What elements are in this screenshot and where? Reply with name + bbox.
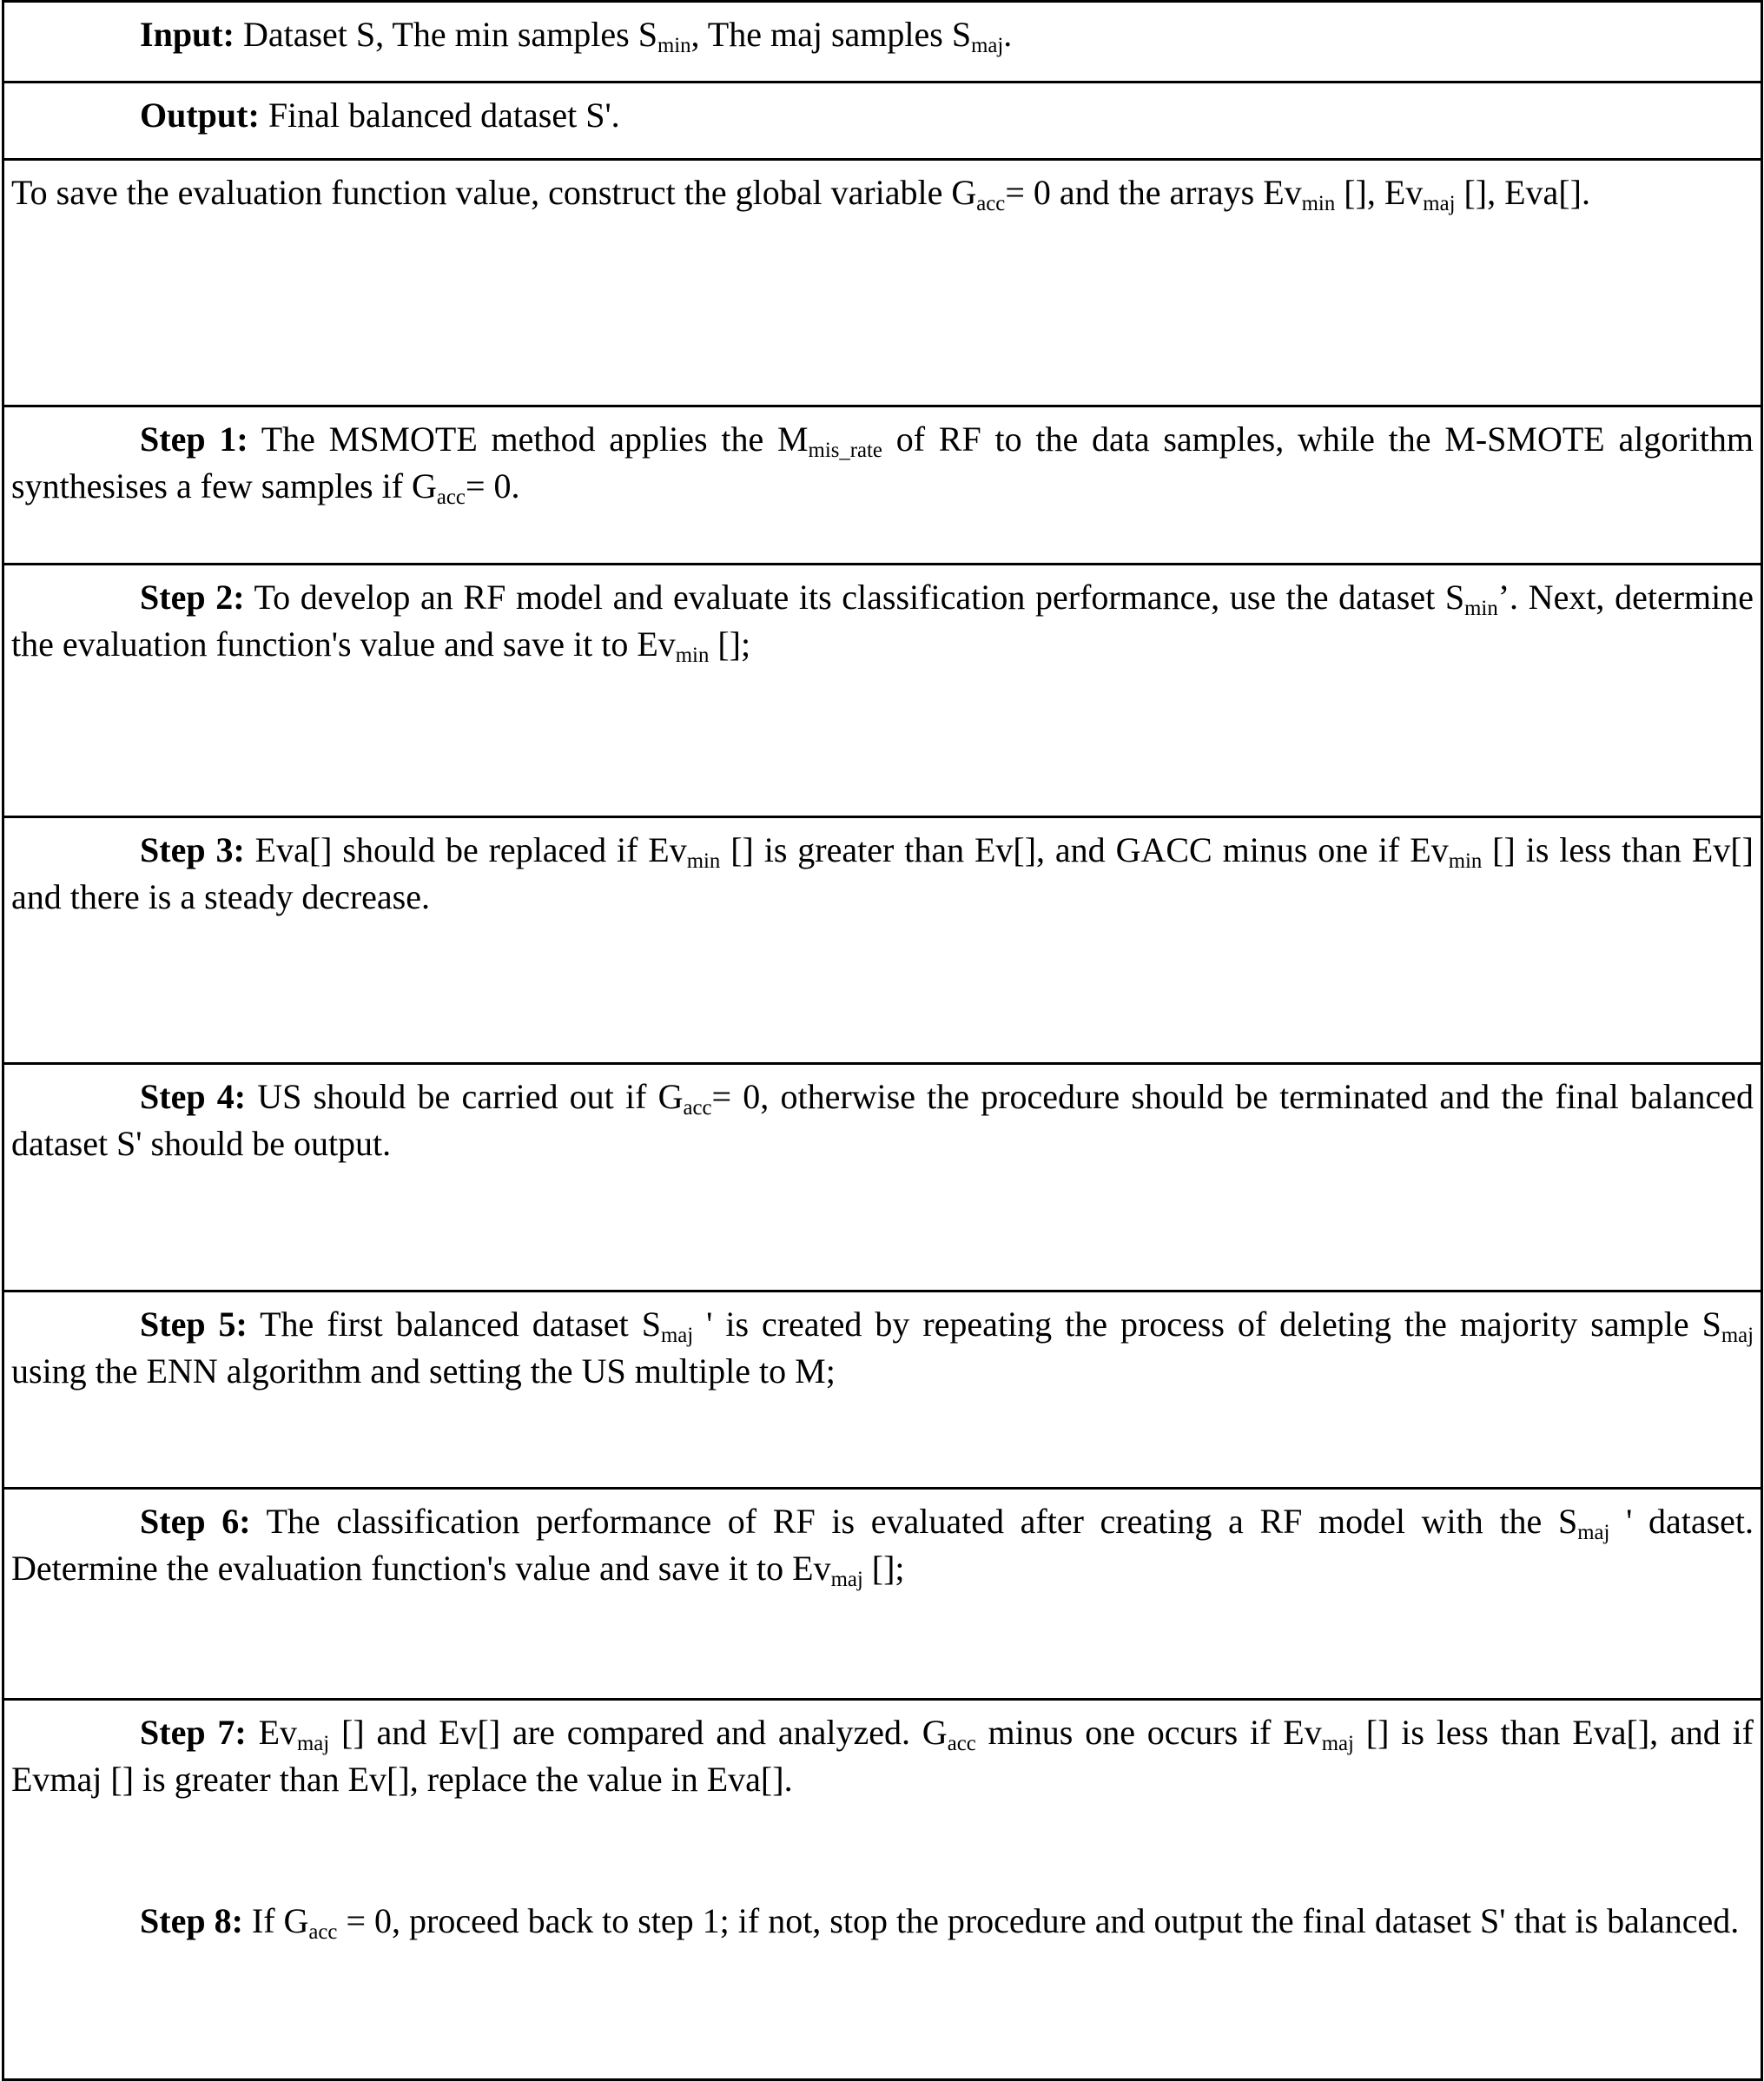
step2-paragraph bbox=[4, 565, 1761, 713]
step7-text-b: [] and Ev[] are compared and analyzed. G bbox=[329, 1713, 948, 1752]
step3-paragraph bbox=[4, 818, 1761, 1062]
algorithm-table bbox=[2, 0, 1763, 2081]
step8-label: Step 8: bbox=[140, 1900, 243, 1940]
table-row-output bbox=[3, 83, 1762, 160]
step7-paragraph bbox=[4, 1701, 1761, 1809]
step4-text-a: US should be carried out if G bbox=[246, 1077, 684, 1116]
setup-text-d: [], Eva[]. bbox=[1455, 173, 1590, 212]
step4-text-b: = 0, otherwise the procedure should be terminated and the final balanced dataset S' should be output. bbox=[11, 1077, 1754, 1164]
step2-text-a: To develop an RF model and evaluate its classification performance, use the dataset S bbox=[244, 578, 1465, 617]
step6-text-a: The classification performance of RF is evaluated after creating a RF model with the S bbox=[250, 1502, 1578, 1541]
setup-sub-min: min bbox=[1301, 191, 1336, 215]
step7-text-a: Ev bbox=[246, 1713, 298, 1752]
table-row-step4 bbox=[3, 1064, 1762, 1292]
input-text-c: . bbox=[1003, 15, 1013, 54]
setup-text-c: [], Ev bbox=[1335, 173, 1424, 212]
step1-sub-mis-rate: mis_rate bbox=[808, 438, 882, 462]
step6-paragraph bbox=[4, 1490, 1761, 1698]
step1-paragraph bbox=[4, 407, 1761, 563]
step5-text-a: The first balanced dataset S bbox=[247, 1305, 662, 1344]
step7-sub-acc: acc bbox=[947, 1731, 976, 1755]
step7-text-d: [] is less than Eva[], and if Evmaj [] is greater than Ev[], replace the value in Eva[]. bbox=[11, 1713, 1754, 1800]
input-sub-maj: maj bbox=[971, 33, 1004, 57]
step4-sub-acc: acc bbox=[683, 1095, 712, 1120]
table-row-step3 bbox=[3, 817, 1762, 1064]
cell-step3 bbox=[3, 817, 1762, 1064]
step5-text-b: ' is created by repeating the process of deleting the majority sample S bbox=[693, 1305, 1721, 1344]
output-line bbox=[4, 83, 1761, 158]
step4-label: Step 4: bbox=[140, 1077, 247, 1116]
input-sub-min: min bbox=[657, 33, 691, 57]
step2-label: Step 2: bbox=[140, 578, 245, 617]
step7-sub-maj-2: maj bbox=[1321, 1731, 1354, 1755]
step2-text-b: ’. Next, determine the evaluation function's value and save it to Ev bbox=[11, 578, 1754, 664]
cell-output bbox=[3, 83, 1762, 160]
setup-sub-acc: acc bbox=[976, 191, 1006, 215]
output-label: Output: bbox=[140, 96, 260, 135]
step2-trailing-space bbox=[4, 713, 1761, 816]
step2-text-c: []; bbox=[709, 624, 751, 664]
step2-sub-min: min bbox=[1464, 596, 1498, 620]
algorithm-table-body bbox=[3, 2, 1762, 2080]
cell-step7-step8 bbox=[3, 1700, 1762, 2080]
cell-step2 bbox=[3, 565, 1762, 817]
step3-sub-min-2: min bbox=[1448, 849, 1483, 873]
table-row-input bbox=[3, 2, 1762, 83]
step8-trailing-space bbox=[4, 1950, 1761, 2078]
step6-sub-maj-2: maj bbox=[830, 1568, 863, 1592]
step8-text-b: = 0, proceed back to step 1; if not, stop the procedure and output the final dataset S' that is balanced. bbox=[337, 1900, 1740, 1940]
step5-text-c: using the ENN algorithm and setting the US multiple to M; bbox=[11, 1351, 836, 1391]
step1-text-b: of RF to the data samples, while the M-SMOTE algorithm synthesises a few samples if G bbox=[11, 420, 1754, 506]
step1-text-c: = 0. bbox=[465, 466, 520, 506]
cell-step6 bbox=[3, 1489, 1762, 1700]
cell-input bbox=[3, 2, 1762, 83]
step3-text-c: [] is less than Ev[] and there is a steady decrease. bbox=[11, 830, 1754, 917]
input-label: Input: bbox=[140, 15, 235, 54]
step6-text-b: ' dataset. Determine the evaluation function's value and save it to Ev bbox=[11, 1502, 1754, 1589]
step8-sub-acc: acc bbox=[308, 1919, 338, 1944]
setup-text-b: = 0 and the arrays Ev bbox=[1005, 173, 1302, 212]
step5-sub-maj-2: maj bbox=[1721, 1323, 1754, 1347]
step7-sub-maj: maj bbox=[297, 1731, 330, 1755]
cell-step5 bbox=[3, 1292, 1762, 1489]
step3-text-b: [] is greater than Ev[], and GACC minus one if Ev bbox=[720, 830, 1449, 869]
step5-paragraph bbox=[4, 1292, 1761, 1487]
step1-text-a: The MSMOTE method applies the M bbox=[248, 420, 809, 459]
input-text-a: Dataset S, The min samples S bbox=[234, 15, 657, 54]
table-row-step5 bbox=[3, 1292, 1762, 1489]
table-row-step7-step8 bbox=[3, 1700, 1762, 2080]
step3-sub-min: min bbox=[686, 849, 721, 873]
step8-text-a: If G bbox=[242, 1900, 309, 1940]
table-row-step6 bbox=[3, 1489, 1762, 1700]
step2-sub-min-2: min bbox=[675, 644, 710, 668]
cell-step4 bbox=[3, 1064, 1762, 1292]
setup-paragraph bbox=[4, 161, 1761, 405]
setup-text-a: To save the evaluation function value, construct the global variable G bbox=[11, 173, 977, 212]
step5-label: Step 5: bbox=[140, 1305, 248, 1344]
setup-sub-maj: maj bbox=[1423, 191, 1456, 215]
step7-text-c: minus one occurs if Ev bbox=[975, 1713, 1322, 1752]
step6-label: Step 6: bbox=[140, 1502, 251, 1541]
step8-paragraph bbox=[4, 1889, 1761, 1950]
step5-sub-maj: maj bbox=[661, 1323, 694, 1347]
step1-label: Step 1: bbox=[140, 420, 248, 459]
step7-label: Step 7: bbox=[140, 1713, 247, 1752]
input-text-b: , The maj samples S bbox=[690, 15, 972, 54]
step6-sub-maj: maj bbox=[1577, 1520, 1610, 1544]
table-row-step1 bbox=[3, 406, 1762, 565]
step1-sub-acc: acc bbox=[436, 486, 466, 510]
step4-paragraph bbox=[4, 1065, 1761, 1290]
step3-label: Step 3: bbox=[140, 830, 245, 869]
output-text-a: Final balanced dataset S'. bbox=[259, 96, 620, 135]
step7-step8-gap bbox=[4, 1809, 1761, 1889]
step6-text-c: []; bbox=[862, 1549, 905, 1589]
cell-step1 bbox=[3, 406, 1762, 565]
table-row-setup bbox=[3, 160, 1762, 406]
step3-text-a: Eva[] should be replaced if Ev bbox=[244, 830, 687, 869]
cell-setup bbox=[3, 160, 1762, 406]
table-row-step2 bbox=[3, 565, 1762, 817]
input-line bbox=[4, 3, 1761, 81]
